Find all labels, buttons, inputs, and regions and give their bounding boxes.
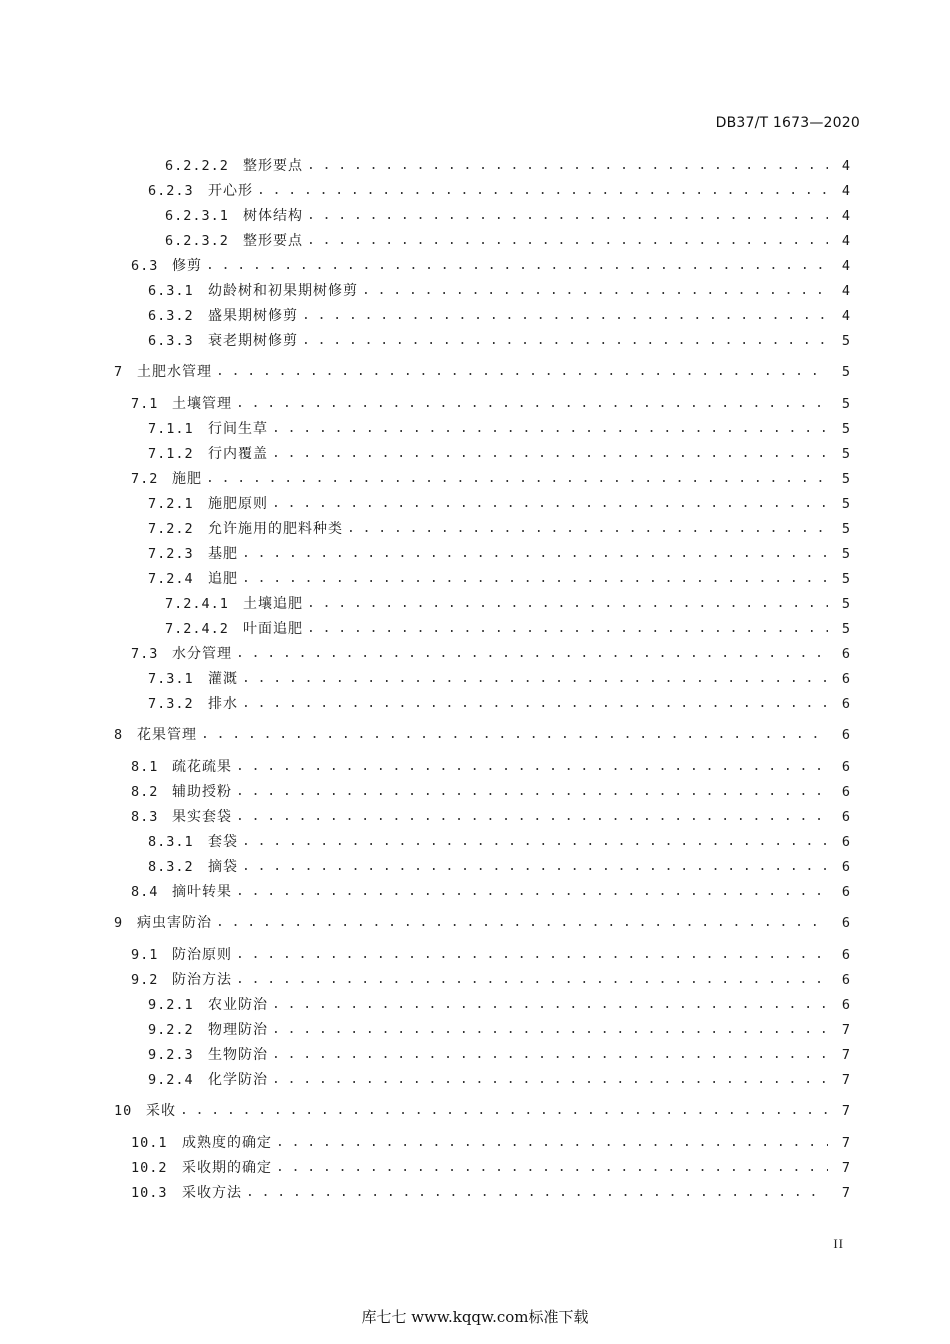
toc-entry-page: 5 bbox=[841, 596, 850, 612]
toc-dot-leader bbox=[236, 943, 828, 967]
toc-dot-leader bbox=[276, 1156, 828, 1180]
toc-entry-title: 灌溉 bbox=[208, 671, 238, 687]
toc-entry-page: 6 bbox=[841, 671, 850, 687]
toc-entry[interactable] bbox=[0, 805, 950, 829]
toc-entry[interactable] bbox=[0, 968, 950, 992]
toc-entry-title: 病虫害防治 bbox=[137, 915, 212, 931]
toc-entry-body bbox=[123, 911, 836, 935]
toc-entry-body bbox=[194, 279, 836, 303]
toc-dot-leader bbox=[216, 911, 828, 935]
toc-entry-page: 4 bbox=[841, 258, 850, 274]
toc-entry-number: 7.3.1 bbox=[148, 671, 194, 687]
toc-entry-body bbox=[158, 880, 836, 904]
toc-entry-page: 7 bbox=[841, 1103, 850, 1119]
toc-entry-title: 采收 bbox=[146, 1103, 176, 1119]
toc-entry-page: 6 bbox=[841, 859, 850, 875]
toc-entry-number: 10.3 bbox=[131, 1185, 168, 1201]
toc-entry-number: 7.2 bbox=[131, 471, 159, 487]
toc-entry-page: 5 bbox=[841, 496, 850, 512]
toc-entry[interactable] bbox=[0, 279, 950, 303]
toc-entry-title: 农业防治 bbox=[208, 997, 268, 1013]
toc-entry-title: 采收期的确定 bbox=[182, 1160, 272, 1176]
toc-dot-leader bbox=[242, 855, 828, 879]
toc-entry[interactable] bbox=[0, 492, 950, 516]
toc-entry-title: 辅助授粉 bbox=[172, 784, 232, 800]
toc-entry-body bbox=[194, 692, 836, 716]
toc-dot-leader bbox=[206, 467, 828, 491]
toc-entry-number: 8.4 bbox=[131, 884, 159, 900]
toc-entry-body bbox=[123, 360, 836, 384]
toc-entry[interactable] bbox=[0, 617, 950, 641]
toc-entry-body bbox=[194, 304, 836, 328]
toc-entry[interactable] bbox=[0, 592, 950, 616]
toc-entry-body bbox=[194, 417, 836, 441]
toc-entry-page: 6 bbox=[841, 646, 850, 662]
toc-entry-body bbox=[168, 1156, 836, 1180]
toc-entry-page: 6 bbox=[841, 947, 850, 963]
toc-entry-page: 6 bbox=[841, 997, 850, 1013]
toc-entry-title: 土壤管理 bbox=[172, 396, 232, 412]
toc-entry-number: 6.2.3.1 bbox=[165, 208, 229, 224]
toc-entry[interactable] bbox=[0, 993, 950, 1017]
toc-dot-leader bbox=[272, 492, 828, 516]
toc-entry[interactable] bbox=[0, 855, 950, 879]
toc-entry-page: 5 bbox=[841, 446, 850, 462]
toc-entry-number: 7.3 bbox=[131, 646, 159, 662]
toc-entry-number: 8.1 bbox=[131, 759, 159, 775]
toc-dot-leader bbox=[236, 968, 828, 992]
toc-dot-leader bbox=[206, 254, 828, 278]
toc-entry-number: 9.2 bbox=[131, 972, 159, 988]
footer-watermark: 库七七 www.kqqw.com标准下载 bbox=[361, 1308, 589, 1326]
toc-entry-title: 施肥原则 bbox=[208, 496, 268, 512]
toc-entry-body bbox=[158, 254, 836, 278]
toc-entry-number: 7.3.2 bbox=[148, 696, 194, 712]
toc-dot-leader bbox=[307, 617, 828, 641]
toc-entry-page: 7 bbox=[841, 1072, 850, 1088]
toc-entry-page: 6 bbox=[841, 915, 850, 931]
toc-entry-page: 5 bbox=[841, 364, 850, 380]
toc-entry-number: 7.1.1 bbox=[148, 421, 194, 437]
toc-entry[interactable] bbox=[0, 943, 950, 967]
toc-entry[interactable] bbox=[0, 204, 950, 228]
toc-entry-page: 6 bbox=[841, 809, 850, 825]
toc-entry-body bbox=[229, 617, 836, 641]
toc-entry-body bbox=[158, 392, 836, 416]
toc-entry-number: 9.1 bbox=[131, 947, 159, 963]
toc-entry[interactable] bbox=[0, 179, 950, 203]
toc-dot-leader bbox=[242, 567, 828, 591]
toc-entry-number: 7.2.3 bbox=[148, 546, 194, 562]
toc-entry-page: 7 bbox=[841, 1185, 850, 1201]
toc-dot-leader bbox=[246, 1181, 828, 1205]
toc-entry-body bbox=[168, 1131, 836, 1155]
toc-entry-title: 土壤追肥 bbox=[243, 596, 303, 612]
toc-entry-body bbox=[158, 805, 836, 829]
toc-entry-body bbox=[158, 943, 836, 967]
toc-entry-body bbox=[229, 204, 836, 228]
toc-entry-title: 防治方法 bbox=[172, 972, 232, 988]
toc-entry-title: 基肥 bbox=[208, 546, 238, 562]
toc-entry[interactable] bbox=[0, 329, 950, 353]
toc-dot-leader bbox=[272, 442, 828, 466]
toc-dot-leader bbox=[272, 417, 828, 441]
toc-entry-title: 疏花疏果 bbox=[172, 759, 232, 775]
toc-entry-title: 施肥 bbox=[172, 471, 202, 487]
toc-entry-number: 9.2.4 bbox=[148, 1072, 194, 1088]
toc-entry-number: 8 bbox=[114, 727, 124, 743]
toc-entry-body bbox=[194, 1018, 836, 1042]
toc-entry-title: 套袋 bbox=[208, 834, 238, 850]
toc-entry[interactable] bbox=[0, 567, 950, 591]
toc-entry-body bbox=[194, 1068, 836, 1092]
toc-entry[interactable] bbox=[0, 1068, 950, 1092]
toc-entry[interactable] bbox=[0, 723, 950, 747]
toc-entry-body bbox=[132, 1099, 836, 1123]
toc-entry-page: 5 bbox=[841, 571, 850, 587]
toc-entry-page: 5 bbox=[841, 333, 850, 349]
toc-entry-number: 7.2.4 bbox=[148, 571, 194, 587]
toc-entry[interactable] bbox=[0, 830, 950, 854]
toc-entry-page: 4 bbox=[841, 308, 850, 324]
toc-entry-title: 摘叶转果 bbox=[172, 884, 232, 900]
toc-entry-page: 6 bbox=[841, 696, 850, 712]
toc-entry[interactable] bbox=[0, 642, 950, 666]
toc-dot-leader bbox=[180, 1099, 828, 1123]
toc-entry-page: 4 bbox=[841, 233, 850, 249]
toc-dot-leader bbox=[242, 542, 828, 566]
toc-entry-title: 花果管理 bbox=[137, 727, 197, 743]
toc-entry-title: 果实套袋 bbox=[172, 809, 232, 825]
toc-entry-number: 6.2.3.2 bbox=[165, 233, 229, 249]
toc-entry[interactable] bbox=[0, 1181, 950, 1205]
toc-entry-body bbox=[194, 329, 836, 353]
toc-entry-body bbox=[229, 592, 836, 616]
toc-dot-leader bbox=[307, 229, 828, 253]
toc-entry-body bbox=[194, 517, 836, 541]
toc-dot-leader bbox=[307, 154, 828, 178]
toc-dot-leader bbox=[216, 360, 828, 384]
toc-entry-number: 9.2.1 bbox=[148, 997, 194, 1013]
toc-dot-leader bbox=[242, 667, 828, 691]
page-number: II bbox=[833, 1236, 844, 1251]
toc-dot-leader bbox=[307, 204, 828, 228]
toc-entry-number: 9.2.3 bbox=[148, 1047, 194, 1063]
toc-entry-body bbox=[168, 1181, 836, 1205]
toc-entry-page: 4 bbox=[841, 283, 850, 299]
toc-entry-page: 4 bbox=[841, 208, 850, 224]
toc-dot-leader bbox=[257, 179, 828, 203]
toc-entry-body bbox=[194, 1043, 836, 1067]
toc-entry-title: 叶面追肥 bbox=[243, 621, 303, 637]
toc-dot-leader bbox=[347, 517, 828, 541]
toc-entry-number: 7.2.4.2 bbox=[165, 621, 229, 637]
toc-entry-number: 6.2.3 bbox=[148, 183, 194, 199]
toc-entry-number: 9 bbox=[114, 915, 124, 931]
toc-entry-page: 6 bbox=[841, 784, 850, 800]
toc-entry[interactable] bbox=[0, 417, 950, 441]
toc-entry-number: 6.2.2.2 bbox=[165, 158, 229, 174]
toc-entry-number: 8.2 bbox=[131, 784, 159, 800]
toc-dot-leader bbox=[242, 692, 828, 716]
toc-entry-body bbox=[194, 855, 836, 879]
toc-dot-leader bbox=[236, 755, 828, 779]
toc-entry-body bbox=[123, 723, 836, 747]
toc-entry-page: 6 bbox=[841, 834, 850, 850]
toc-entry[interactable] bbox=[0, 442, 950, 466]
toc-entry-number: 6.3 bbox=[131, 258, 159, 274]
toc-entry-title: 水分管理 bbox=[172, 646, 232, 662]
toc-entry-page: 7 bbox=[841, 1022, 850, 1038]
toc-entry-body bbox=[194, 667, 836, 691]
toc-dot-leader bbox=[236, 780, 828, 804]
toc-entry[interactable] bbox=[0, 254, 950, 278]
toc-entry-number: 7.2.1 bbox=[148, 496, 194, 512]
toc-entry-number: 7.1.2 bbox=[148, 446, 194, 462]
toc-entry[interactable] bbox=[0, 392, 950, 416]
toc-dot-leader bbox=[236, 392, 828, 416]
toc-entry-title: 物理防治 bbox=[208, 1022, 268, 1038]
toc-dot-leader bbox=[276, 1131, 828, 1155]
toc-entry-body bbox=[158, 755, 836, 779]
toc-entry-title: 开心形 bbox=[208, 183, 253, 199]
toc-entry-body bbox=[158, 968, 836, 992]
toc-entry-page: 5 bbox=[841, 521, 850, 537]
toc-entry-number: 6.3.3 bbox=[148, 333, 194, 349]
toc-entry-body bbox=[194, 567, 836, 591]
toc-entry-number: 8.3 bbox=[131, 809, 159, 825]
toc-entry-title: 摘袋 bbox=[208, 859, 238, 875]
toc-entry[interactable] bbox=[0, 304, 950, 328]
toc-dot-leader bbox=[362, 279, 828, 303]
toc-entry-page: 5 bbox=[841, 621, 850, 637]
toc-dot-leader bbox=[236, 880, 828, 904]
toc-dot-leader bbox=[302, 304, 828, 328]
toc-entry[interactable] bbox=[0, 880, 950, 904]
toc-entry-body bbox=[158, 780, 836, 804]
toc-entry-number: 8.3.2 bbox=[148, 859, 194, 875]
toc-entry-title: 生物防治 bbox=[208, 1047, 268, 1063]
toc-entry-title: 防治原则 bbox=[172, 947, 232, 963]
toc-entry-page: 7 bbox=[841, 1160, 850, 1176]
toc-entry-page: 6 bbox=[841, 727, 850, 743]
toc-entry-title: 行内覆盖 bbox=[208, 446, 268, 462]
toc-entry[interactable] bbox=[0, 1043, 950, 1067]
toc-entry-body bbox=[158, 642, 836, 666]
toc-entry[interactable] bbox=[0, 517, 950, 541]
toc-entry[interactable] bbox=[0, 780, 950, 804]
toc-dot-leader bbox=[272, 1018, 828, 1042]
toc-entry-title: 盛果期树修剪 bbox=[208, 308, 298, 324]
toc-dot-leader bbox=[302, 329, 828, 353]
toc-entry[interactable] bbox=[0, 692, 950, 716]
toc-entry-title: 行间生草 bbox=[208, 421, 268, 437]
toc-entry-page: 6 bbox=[841, 972, 850, 988]
toc-entry[interactable] bbox=[0, 154, 950, 178]
toc-entry[interactable] bbox=[0, 755, 950, 779]
toc-entry[interactable] bbox=[0, 1099, 950, 1123]
toc-dot-leader bbox=[272, 1068, 828, 1092]
toc-entry-body bbox=[194, 179, 836, 203]
toc-entry-number: 7 bbox=[114, 364, 124, 380]
toc-entry-body bbox=[194, 993, 836, 1017]
toc-entry-page: 4 bbox=[841, 183, 850, 199]
document-code: DB37/T 1673—2020 bbox=[715, 115, 860, 131]
toc-dot-leader bbox=[236, 805, 828, 829]
toc-entry-title: 化学防治 bbox=[208, 1072, 268, 1088]
toc-entry-page: 6 bbox=[841, 884, 850, 900]
toc-entry[interactable] bbox=[0, 1156, 950, 1180]
toc-entry-number: 6.3.2 bbox=[148, 308, 194, 324]
toc-entry-number: 7.2.4.1 bbox=[165, 596, 229, 612]
toc-entry-body bbox=[229, 229, 836, 253]
toc-entry-page: 5 bbox=[841, 546, 850, 562]
toc-entry[interactable] bbox=[0, 229, 950, 253]
toc-entry-page: 5 bbox=[841, 471, 850, 487]
toc-dot-leader bbox=[272, 1043, 828, 1067]
toc-dot-leader bbox=[242, 830, 828, 854]
toc-entry[interactable] bbox=[0, 1131, 950, 1155]
toc-entry-number: 6.3.1 bbox=[148, 283, 194, 299]
toc-entry-body bbox=[158, 467, 836, 491]
toc-entry-number: 9.2.2 bbox=[148, 1022, 194, 1038]
toc-entry[interactable] bbox=[0, 911, 950, 935]
toc-entry-title: 追肥 bbox=[208, 571, 238, 587]
toc-entry[interactable] bbox=[0, 542, 950, 566]
toc-entry[interactable] bbox=[0, 467, 950, 491]
toc-entry-body bbox=[194, 830, 836, 854]
toc-entry-title: 整形要点 bbox=[243, 158, 303, 174]
toc-dot-leader bbox=[272, 993, 828, 1017]
toc-entry-body bbox=[194, 442, 836, 466]
toc-dot-leader bbox=[236, 642, 828, 666]
toc-entry-page: 7 bbox=[841, 1135, 850, 1151]
toc-entry-title: 成熟度的确定 bbox=[182, 1135, 272, 1151]
toc-entry-page: 5 bbox=[841, 421, 850, 437]
toc-entry-title: 树体结构 bbox=[243, 208, 303, 224]
toc-entry-body bbox=[194, 542, 836, 566]
toc-entry-page: 4 bbox=[841, 158, 850, 174]
toc-entry-title: 修剪 bbox=[172, 258, 202, 274]
toc-entry-body bbox=[194, 492, 836, 516]
toc-entry-title: 土肥水管理 bbox=[137, 364, 212, 380]
toc-entry-title: 衰老期树修剪 bbox=[208, 333, 298, 349]
toc-entry[interactable] bbox=[0, 360, 950, 384]
toc-entry-title: 排水 bbox=[208, 696, 238, 712]
toc-entry-number: 7.2.2 bbox=[148, 521, 194, 537]
toc-entry-number: 10 bbox=[114, 1103, 133, 1119]
toc-entry[interactable] bbox=[0, 667, 950, 691]
toc-entry-title: 幼龄树和初果期树修剪 bbox=[208, 283, 358, 299]
toc-entry-title: 允许施用的肥料种类 bbox=[208, 521, 343, 537]
toc-entry-number: 10.2 bbox=[131, 1160, 168, 1176]
toc-entry-number: 10.1 bbox=[131, 1135, 168, 1151]
toc-dot-leader bbox=[307, 592, 828, 616]
toc-entry-body bbox=[229, 154, 836, 178]
toc-entry-page: 7 bbox=[841, 1047, 850, 1063]
toc-entry-title: 整形要点 bbox=[243, 233, 303, 249]
toc-entry-number: 8.3.1 bbox=[148, 834, 194, 850]
toc-dot-leader bbox=[201, 723, 828, 747]
toc-entry-page: 5 bbox=[841, 396, 850, 412]
toc-entry-number: 7.1 bbox=[131, 396, 159, 412]
toc-entry-title: 采收方法 bbox=[182, 1185, 242, 1201]
toc-entry-page: 6 bbox=[841, 759, 850, 775]
toc-entry[interactable] bbox=[0, 1018, 950, 1042]
